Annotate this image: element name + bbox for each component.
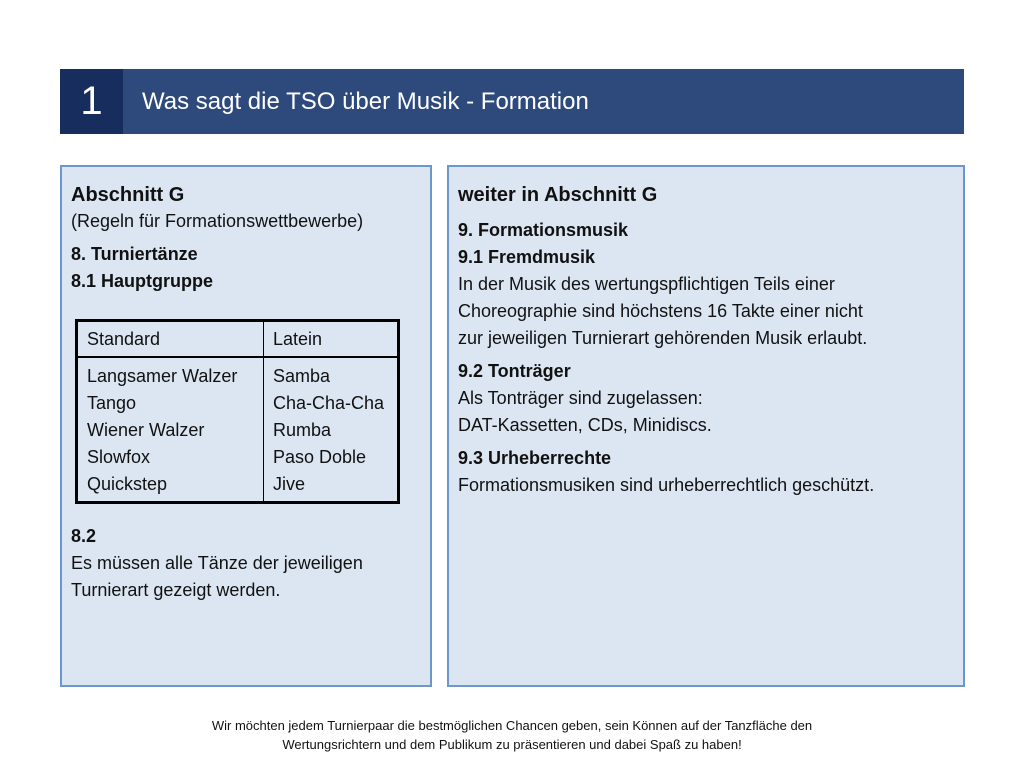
dance-item: Quickstep <box>87 474 168 494</box>
left-heading: Abschnitt G <box>71 184 185 206</box>
section-8-2-text-line: Turnierart gezeigt werden. <box>71 580 281 600</box>
section-9-2-text-line: DAT-Kassetten, CDs, Minidiscs. <box>458 415 712 435</box>
section-9-1-text-line: Choreographie sind höchstens 16 Takte einer nicht <box>458 301 863 321</box>
section-9-2-title: 9.2 Tonträger <box>458 361 571 381</box>
right-panel <box>447 165 965 687</box>
section-8-title: 8. Turniertänze <box>71 244 198 264</box>
dance-item: Cha-Cha-Cha <box>273 393 385 413</box>
left-panel <box>60 165 432 687</box>
dance-item: Slowfox <box>87 447 151 467</box>
right-heading: weiter in Abschnitt G <box>458 184 658 206</box>
footer-line: Wir möchten jedem Turnierpaar die bestmöglichen Chancen geben, sein Können auf der Tanzfläche den <box>211 718 813 733</box>
section-8-1-title: 8.1 Hauptgruppe <box>71 271 214 291</box>
left-subheading: (Regeln für Formationswettbewerbe) <box>71 211 364 231</box>
standard-dances-cell <box>77 357 264 503</box>
dance-table-header-row <box>77 321 399 358</box>
section-9-3-text-line: Formationsmusiken sind urheberrechtlich geschützt. <box>458 475 875 495</box>
section-9-1-text-line: zur jeweiligen Turnierart gehörenden Musik erlaubt. <box>458 328 868 348</box>
footer-line: Wertungsrichtern und dem Publikum zu präsentieren und dabei Spaß zu haben! <box>282 737 742 752</box>
dance-item: Paso Doble <box>273 447 367 467</box>
footer <box>0 716 1024 754</box>
section-8-2 <box>71 523 363 604</box>
slide-title: Was sagt die TSO über Musik - Formation <box>142 88 589 115</box>
dance-table <box>75 319 400 504</box>
dance-item: Langsamer Walzer <box>87 366 238 386</box>
section-8-2-text-line: Es müssen alle Tänze der jeweiligen <box>71 553 363 573</box>
slide-number: 1 <box>60 69 123 134</box>
latein-dances-cell <box>264 357 399 503</box>
section-9-2-text-line: Als Tonträger sind zugelassen: <box>458 388 703 408</box>
section-9-title: 9. Formationsmusik <box>458 220 629 240</box>
dance-table-row <box>77 357 399 503</box>
title-bar <box>60 69 964 134</box>
column-header-latein: Latein <box>264 321 399 358</box>
section-9-1-text-line: In der Musik des wertungspflichtigen Teils einer <box>458 274 835 294</box>
section-9-3-title: 9.3 Urheberrechte <box>458 448 612 468</box>
dance-item: Wiener Walzer <box>87 420 205 440</box>
right-panel-content <box>458 181 957 499</box>
column-header-standard: Standard <box>77 321 264 358</box>
section-8-2-title: 8.2 <box>71 526 97 546</box>
dance-item: Jive <box>273 474 306 494</box>
dance-item: Tango <box>87 393 137 413</box>
section-9-1-title: 9.1 Fremdmusik <box>458 247 596 267</box>
dance-item: Samba <box>273 366 331 386</box>
left-panel-content <box>71 181 424 295</box>
dance-item: Rumba <box>273 420 332 440</box>
